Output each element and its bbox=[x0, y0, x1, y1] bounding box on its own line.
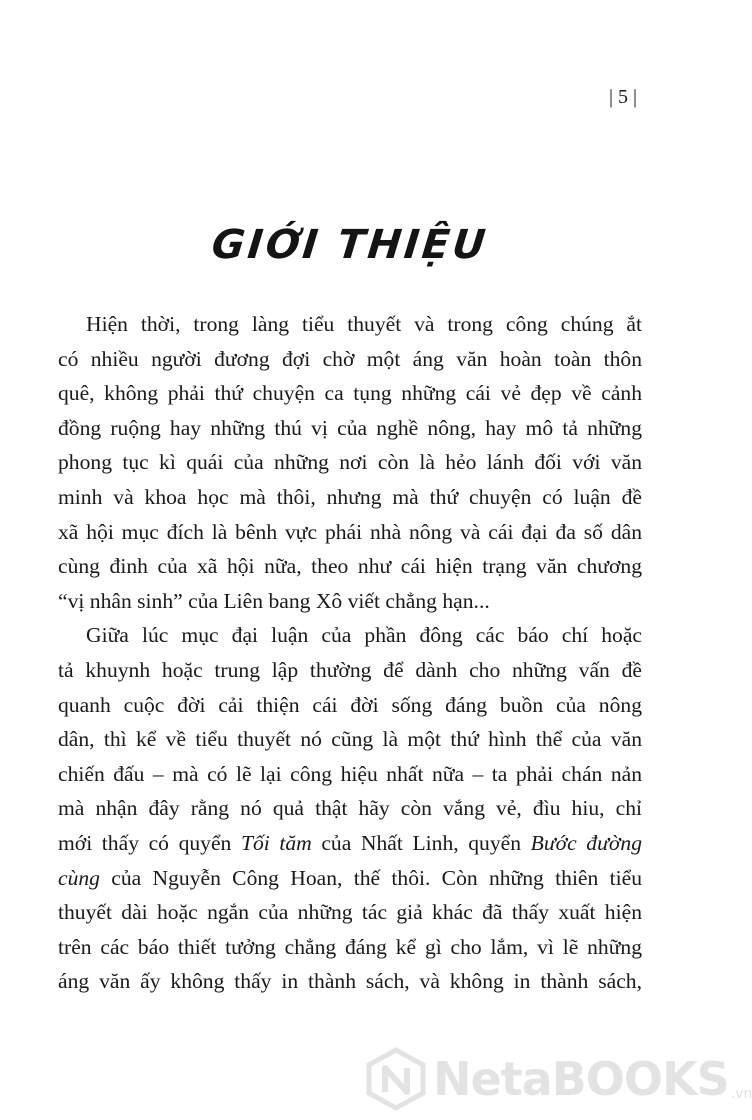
text-line: áng văn ấy không thấy in thành sách, và không in thành sách, bbox=[58, 969, 642, 994]
text-span: của Nguyễn Công Hoan, thế thôi. Còn những thiên tiểu bbox=[99, 865, 642, 890]
text-line: quê, không phải thứ chuyện ca tụng những cái vẻ đẹp về cảnh bbox=[58, 381, 642, 406]
text-line: đồng ruộng hay những thú vị của nghề nông, hay mô tả những bbox=[58, 415, 642, 440]
text-line: có nhiều người đương đợi chờ một áng văn hoàn toàn thôn bbox=[58, 346, 642, 371]
text-line: phong tục kì quái của những nơi còn là hẻo lánh đối với văn bbox=[58, 450, 642, 475]
book-title-cung: cùng bbox=[58, 865, 100, 890]
text-line: cùng đinh của xã hội nữa, theo như cái hiện trạng văn chương bbox=[58, 554, 642, 579]
text-line: dân, thì kể về tiểu thuyết nó cũng là một thứ hình thể của văn bbox=[58, 727, 642, 752]
netabooks-watermark bbox=[365, 1048, 752, 1110]
paragraph-2 bbox=[58, 618, 642, 999]
text-line: tả khuynh hoặc trung lập thường để dành cho những vấn đề bbox=[58, 657, 642, 682]
text-line: mà nhận đây rằng nó quả thật hãy còn vắng vẻ, đìu hiu, chỉ bbox=[58, 796, 642, 821]
watermark-suffix: .vn bbox=[730, 1086, 752, 1102]
text-line bbox=[58, 826, 642, 861]
text-line: “vị nhân sinh” của Liên bang Xô viết chẳng hạn... bbox=[58, 588, 490, 613]
chapter-title: GIỚI THIỆU bbox=[209, 222, 491, 268]
text-line: Hiện thời, trong làng tiểu thuyết và trong công chúng ắt bbox=[86, 312, 642, 336]
text-line: trên các báo thiết tưởng chẳng đáng kể gì cho lắm, vì lẽ những bbox=[58, 934, 642, 959]
text-line: Giữa lúc mục đại luận của phần đông các báo chí hoặc bbox=[86, 623, 642, 648]
netabooks-logo-icon bbox=[365, 1048, 427, 1110]
page-number-value: 5 bbox=[617, 86, 629, 108]
book-title-toi-tam: Tối tăm bbox=[240, 830, 312, 855]
text-line: minh và khoa học mà thôi, nhưng mà thứ chuyện có luận đề bbox=[58, 484, 642, 509]
text-span: mới thấy có quyển bbox=[58, 830, 241, 855]
paragraph-1 bbox=[58, 307, 642, 618]
book-title-buoc-duong: Bước đường bbox=[530, 830, 642, 855]
text-line: chiến đấu – mà có lẽ lại công hiệu nhất nữa – ta phải chán nản bbox=[58, 761, 642, 786]
text-line: thuyết dài hoặc ngắn của những tác giả khác đã thấy xuất hiện bbox=[58, 900, 642, 925]
text-span: của Nhất Linh, quyển bbox=[311, 830, 531, 855]
text-line: xã hội mục đích là bênh vực phái nhà nông và cái đại đa số dân bbox=[58, 519, 642, 544]
text-line bbox=[58, 861, 642, 896]
body-text bbox=[58, 307, 642, 999]
text-line: quanh cuộc đời cải thiện cái đời sống đáng buồn của nông bbox=[58, 692, 642, 717]
page-number: | 5 | bbox=[608, 86, 638, 108]
watermark-text: NetaBOOKS bbox=[433, 1052, 729, 1106]
